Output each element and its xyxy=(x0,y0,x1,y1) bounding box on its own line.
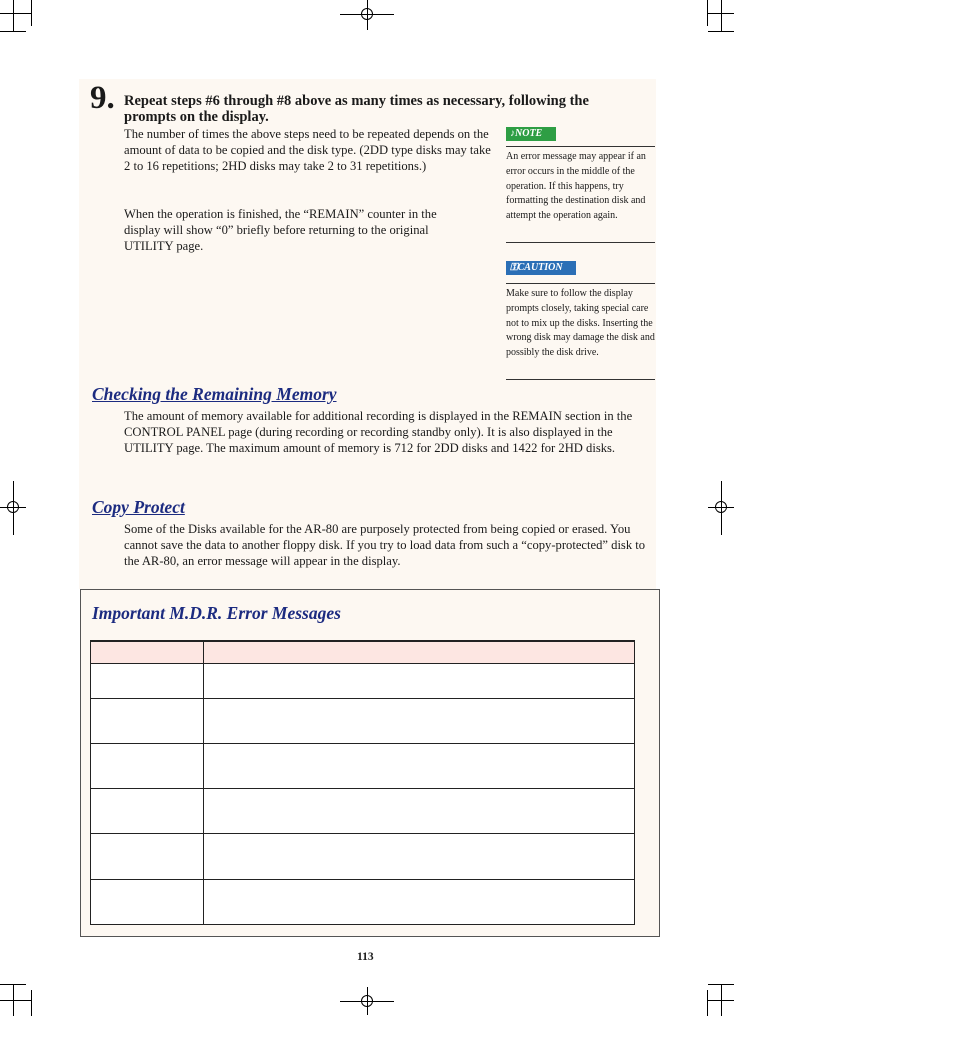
table-header-row xyxy=(91,641,635,664)
table-cell xyxy=(91,664,204,699)
caution-badge-label: CAUTION xyxy=(517,262,563,273)
page-number: 113 xyxy=(357,951,374,963)
copy-protect-title: Copy Protect xyxy=(92,497,185,517)
remaining-memory-text: The amount of memory available for additional recording is displayed in the REMAIN section in the CONTROL PANEL page (during recording or recording standby only). It is also displayed in the UTILITY page. The maximum amount of memory is 712 for 2DD disks and 1422 for 2HD disks. xyxy=(124,409,633,455)
table-cell xyxy=(204,699,635,744)
error-messages-table xyxy=(90,640,635,925)
copy-protect-text: Some of the Disks available for the AR-80 are purposely protected from being copied or erased. You cannot save the data to another floppy disk. If you try to load data from such a “copy-protected” disk to the AR-80, an error message will appear in the display. xyxy=(124,522,646,568)
step-heading: Repeat steps #6 through #8 above as many times as necessary, following the prompts on the display. xyxy=(124,93,589,125)
table-cell xyxy=(91,744,204,789)
table-header-cell xyxy=(91,641,204,664)
table-row xyxy=(91,880,635,925)
table-header-cell xyxy=(204,641,635,664)
note-badge-label: NOTE xyxy=(515,128,543,139)
table-row xyxy=(91,789,635,834)
table-cell xyxy=(91,880,204,925)
caution-badge xyxy=(506,261,576,275)
note-badge xyxy=(506,127,556,141)
note-text: An error message may appear if an error occurs in the middle of the operation. If this happens, try formatting the destination disk and attempt the operation again. xyxy=(506,146,655,243)
caution-key-icon: ⚿ xyxy=(510,262,518,273)
error-messages-title: Important M.D.R. Error Messages xyxy=(92,603,341,623)
table-cell xyxy=(204,880,635,925)
remaining-memory-title: Checking the Remaining Memory xyxy=(92,384,337,404)
table-row xyxy=(91,834,635,880)
table-cell xyxy=(91,834,204,880)
step-number: 9. xyxy=(90,80,115,116)
caution-text: Make sure to follow the display prompts closely, taking special care not to mix up the disks. Inserting the wrong disk may damage the disk and possibly the disk drive. xyxy=(506,283,655,380)
table-row xyxy=(91,744,635,789)
table-row xyxy=(91,699,635,744)
music-note-icon: ♪ xyxy=(510,128,515,139)
table-cell xyxy=(204,664,635,699)
table-cell xyxy=(204,789,635,834)
step-paragraph-1: The number of times the above steps need to be repeated depends on the amount of data to be copied and the disk type. (2DD type disks may take 2 to 16 repetitions; 2HD disks may take 2 to 31 repetitions.) xyxy=(124,127,491,173)
step-paragraph-2: When the operation is finished, the “REMAIN” counter in the display will show “0” briefly before returning to the original UTILITY page. xyxy=(124,207,437,253)
table-cell xyxy=(91,789,204,834)
table-cell xyxy=(91,699,204,744)
table-row xyxy=(91,664,635,699)
table-cell xyxy=(204,834,635,880)
table-cell xyxy=(204,744,635,789)
